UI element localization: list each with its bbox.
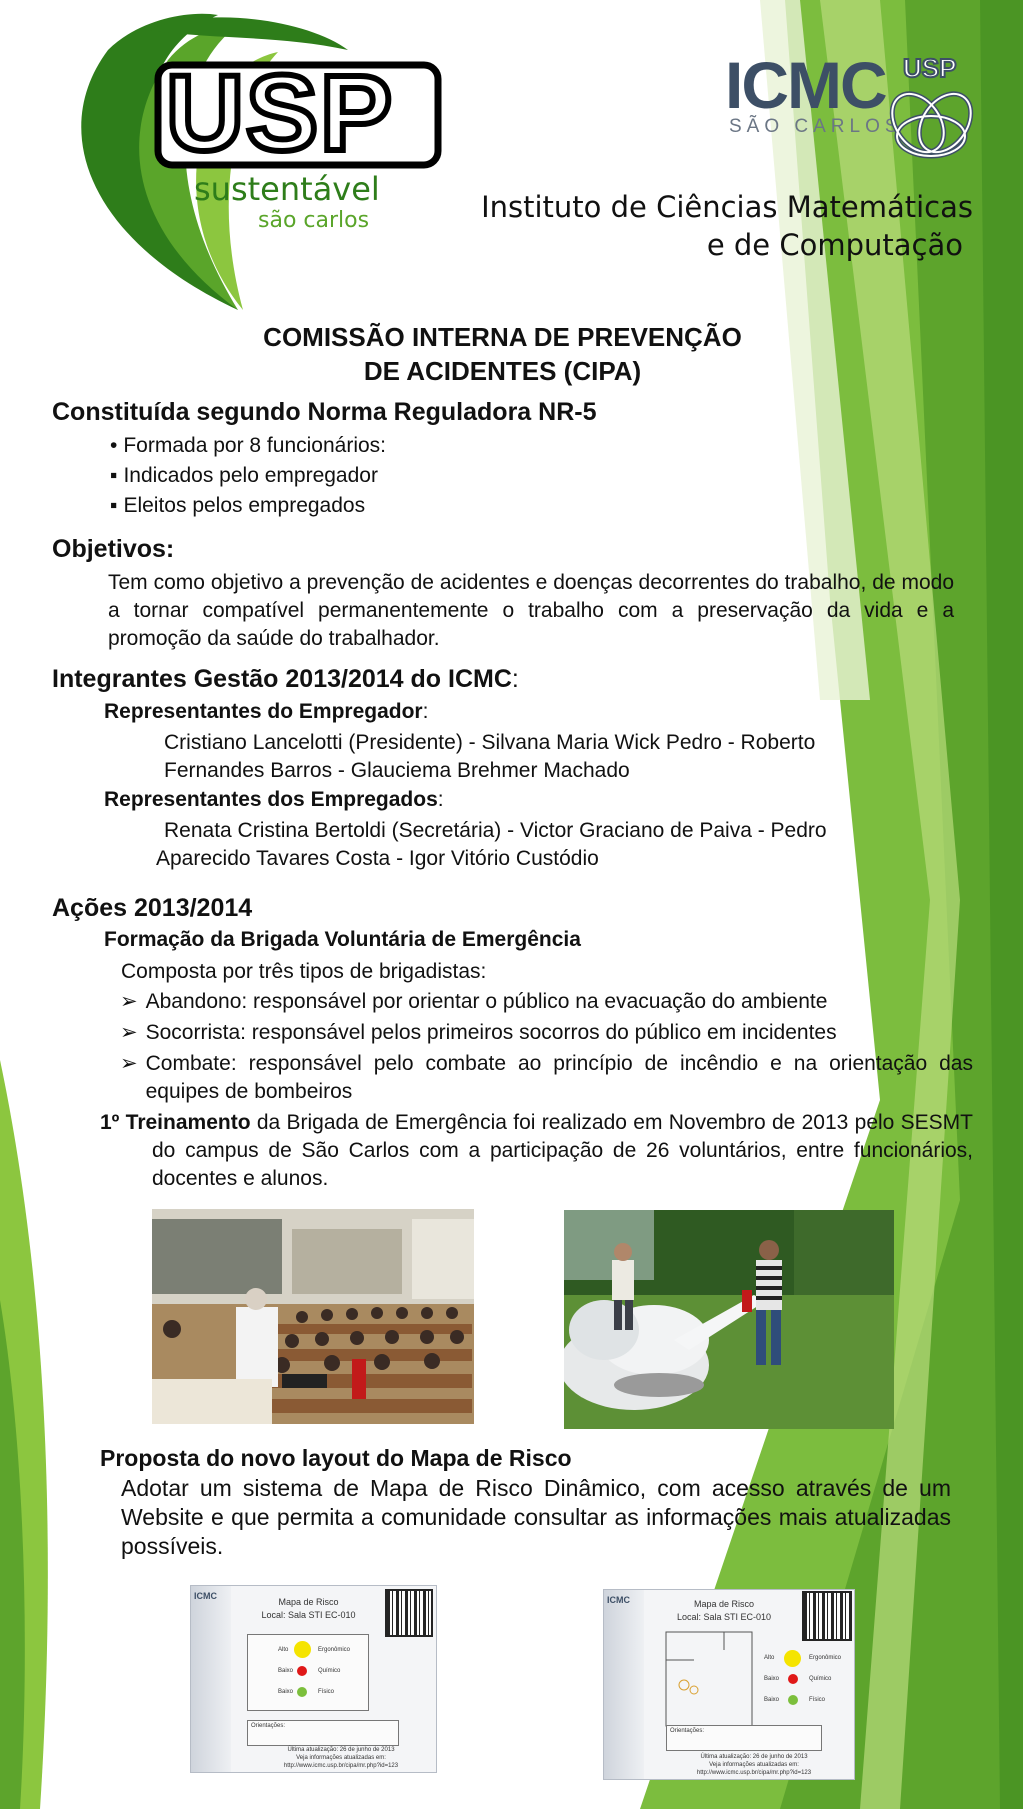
objetivos-text: Tem como objetivo a prevenção de acidentes e doenças decorrentes do trabalho, de modo a tornar compatível permanentemente o trabalho com a preservação da vida e a promoção da saúde do trabalhador. (108, 571, 954, 650)
usp-logo-text: USP (166, 52, 395, 173)
brigada-list (120, 988, 973, 1106)
title-line-2: DE ACIDENTES (CIPA) (363, 356, 642, 386)
list-item: ➢ Socorrista: responsável pelos primeiros socorros do público em incidentes (120, 1019, 973, 1047)
empregados-names: Renata Cristina Bertoldi (Secretária) - Victor Graciano de Paiva - Pedro Aparecido Tavares Costa - Igor Vitório Custódio (156, 819, 827, 870)
arrow-bullet-icon: ➢ (120, 1021, 138, 1044)
page-title (180, 320, 825, 388)
list-item: ➢ Abandono: responsável por orientar o público na evacuação do ambiente (120, 988, 973, 1016)
mapa-risco-card-1 (190, 1585, 437, 1773)
usp-small-logo-text: USP (903, 53, 957, 83)
icmc-usp-logo (725, 50, 985, 170)
list-item: ▪ Eleitos pelos empregados (110, 491, 710, 521)
treinamento-text: 1º Treinamento da Brigada de Emergência foi realizado em Novembro de 2013 pelo SESMT do campus de São Carlos com a participação de 26 voluntários, entre funcionários, docentes e alunos. (100, 1111, 973, 1190)
square-bullet-icon: ▪ (110, 464, 118, 487)
mapa-risco-card-2: ICMC Mapa de Risco Local: Sala STI EC-010 Alto Ergonômico Baixo Químico Baixo Físico Orientações: Última atualização: 26 de junho de 2013 Veja informações atualizadas em: http://www.icmc.usp.br/cipa/mr.php?id=123 (603, 1589, 855, 1780)
card-footer: Última atualização: 26 de junho de 2013 Veja informações atualizadas em: http://www.icmc.usp.br/cipa/mr.php?id=123 (696, 1754, 812, 1776)
representantes-empregados-label: Representantes dos Empregados: (104, 788, 444, 811)
card-side-band (604, 1590, 644, 1779)
risk-dot-quimico (297, 1666, 307, 1676)
risk-dot-fisico (297, 1687, 307, 1697)
objetivos-heading: Objetivos: (52, 535, 175, 563)
nr5-heading: Constituída segundo Norma Reguladora NR-5 (52, 398, 597, 426)
bullet-icon: • (110, 434, 118, 457)
brigada-heading: Formação da Brigada Voluntária de Emergência (104, 928, 581, 951)
title-line-1: COMISSÃO INTERNA DE PREVENÇÃO (263, 322, 742, 352)
nr5-list (110, 431, 710, 521)
icmc-city-text: SÃO CARLOS (729, 116, 903, 137)
orientacoes-box: Orientações: (247, 1720, 399, 1746)
usp-saocarlos-label: são carlos (258, 208, 370, 233)
icmc-logo-text: ICMC (725, 48, 886, 122)
square-bullet-icon: ▪ (110, 494, 118, 517)
risk-dot-alto (294, 1641, 311, 1658)
card-title: Mapa de Risco Local: Sala STI EC-010 (261, 1597, 356, 1620)
risk-dot-alto (784, 1650, 801, 1667)
list-item: • Formada por 8 funcionários: (110, 431, 710, 461)
icmc-mini-logo: ICMC (194, 1591, 217, 1601)
institute-line-1: Instituto de Ciências Matemáticas (481, 190, 973, 224)
card-title: Mapa de Risco Local: Sala STI EC-010 (676, 1599, 772, 1622)
qr-code-icon (387, 1591, 431, 1635)
icmc-mini-logo: ICMC (607, 1595, 630, 1605)
arrow-bullet-icon: ➢ (120, 1052, 138, 1075)
risk-legend-box: Alto Ergonômico Baixo Químico Baixo Físico (247, 1634, 369, 1711)
usp-sustentavel-logo (48, 10, 448, 310)
list-item: ➢ Combate: responsável pelo combate ao princípio de incêndio e na orientação das equipes de bombeiros (120, 1050, 973, 1106)
usp-sustentavel-label: sustentável (194, 170, 380, 208)
acoes-heading: Ações 2013/2014 (52, 894, 253, 922)
risk-dot-quimico (788, 1674, 798, 1684)
floor-plan-icon (664, 1630, 754, 1730)
institute-name (440, 188, 973, 264)
mapa-risco-heading: Proposta do novo layout do Mapa de Risco (100, 1445, 572, 1471)
card-footer: Última atualização: 26 de junho de 2013 Veja informações atualizadas em: http://www.icmc.usp.br/cipa/mr.php?id=123 (283, 1747, 399, 1769)
integrantes-heading: Integrantes Gestão 2013/2014 do ICMC: (52, 665, 519, 693)
representantes-empregador-label: Representantes do Empregador: (104, 700, 429, 723)
qr-code-icon (804, 1593, 850, 1639)
empregador-names: Cristiano Lancelotti (Presidente) - Silvana Maria Wick Pedro - Roberto Fernandes Barros - Glauciema Brehmer Machado (164, 731, 816, 782)
fire-extinguisher-training-photo (564, 1210, 894, 1429)
arrow-bullet-icon: ➢ (120, 990, 138, 1013)
mapa-risco-text: Adotar um sistema de Mapa de Risco Dinâmico, com acesso através de um Website e que permita a comunidade consultar as informações mais atualizadas possíveis. (121, 1475, 951, 1559)
usp-knot-icon (883, 78, 983, 174)
list-item: ▪ Indicados pelo empregador (110, 461, 710, 491)
institute-line-2: e de Computação (706, 228, 963, 262)
orientacoes-box: Orientações: (666, 1725, 822, 1751)
training-classroom-photo (152, 1209, 474, 1424)
risk-dot-fisico (788, 1695, 798, 1705)
brigada-intro: Composta por três tipos de brigadistas: (121, 960, 487, 983)
card-side-band (191, 1586, 231, 1772)
